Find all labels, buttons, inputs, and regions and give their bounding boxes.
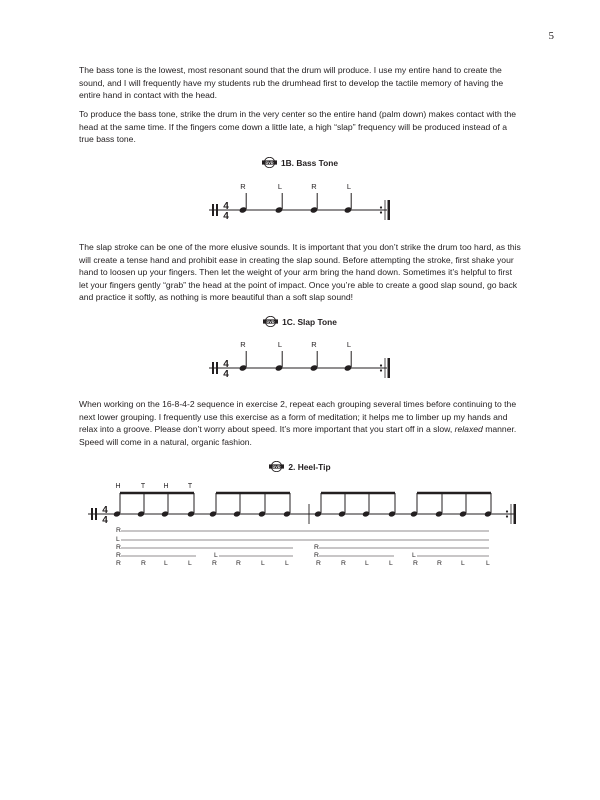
svg-text:L: L xyxy=(214,552,218,559)
hand-annotation xyxy=(141,483,146,490)
svg-text:R: R xyxy=(212,560,217,567)
sticking-row xyxy=(116,544,489,551)
svg-text:H: H xyxy=(115,483,121,490)
time-signature-bottom: 4 xyxy=(223,211,229,222)
svg-text:L: L xyxy=(261,560,265,567)
svg-text:R: R xyxy=(240,340,246,349)
time-signature-bottom: 4 xyxy=(102,515,108,526)
svg-text:L: L xyxy=(412,552,416,559)
svg-text:L: L xyxy=(188,560,192,567)
hand-annotation xyxy=(188,483,193,490)
sticking-row xyxy=(116,560,490,567)
svg-text:R: R xyxy=(116,527,121,534)
svg-text:R: R xyxy=(116,560,121,567)
time-signature-top: 4 xyxy=(223,201,229,212)
svg-text:L: L xyxy=(346,182,352,191)
svg-text:R: R xyxy=(437,560,442,567)
svg-text:R: R xyxy=(236,560,241,567)
svg-text:L: L xyxy=(346,340,352,349)
emphasis-relaxed: relaxed xyxy=(454,424,483,435)
svg-text:R: R xyxy=(314,544,319,551)
svg-text:DVD: DVD xyxy=(272,464,281,469)
svg-text:L: L xyxy=(486,560,490,567)
svg-text:T: T xyxy=(140,483,146,490)
paragraph-bass-technique: To produce the bass tone, strike the drum in the very center so the entire hand (palm down) makes contact with the head at the same time. If the fingers come down a little late, a high “slap” frequency will be produced instead of a true bass tone. xyxy=(79,109,517,145)
svg-text:R: R xyxy=(116,552,121,559)
svg-text:R: R xyxy=(314,552,319,559)
paragraph-text: When working on the 16-8-4-2 sequence in exercise 2, repeat each grouping several times before continuing to the next lower grouping. I frequently use this exercise as a form of meditation; it helps me to limber up my hands and relax into a groove. Please don’t worry about speed. It’s more important that you start off in a slow, xyxy=(79,399,517,435)
svg-text:L: L xyxy=(461,560,465,567)
paragraph-slap-stroke: The slap stroke can be one of the more elusive sounds. It is important that you don’t strike the drum too hard, as this will create a tense hand and prohibit ease in creating the slap sound. Before attempting the stroke, first shake your hand to loosen up your fingers. Then let the weight of your arm bring the hand down. Sometimes it’s helpful to first let your fingers gently “grab” the head at the point of impact. Once you’re able to create a good slap sound, go back and practice it softly, as nothing is more beautiful than a soft slap sound! xyxy=(79,242,521,303)
svg-text:L: L xyxy=(116,536,120,543)
svg-text:R: R xyxy=(311,182,317,191)
time-signature-bottom: 4 xyxy=(223,369,229,380)
example-title: 1B. Bass Tone xyxy=(280,158,339,168)
sticking-row xyxy=(116,527,489,534)
example-title: 2. Heel-Tip xyxy=(288,462,331,472)
svg-text:R: R xyxy=(311,340,317,349)
svg-text:L: L xyxy=(389,560,393,567)
svg-text:L: L xyxy=(277,340,283,349)
svg-text:T: T xyxy=(187,483,193,490)
svg-text:L: L xyxy=(285,560,289,567)
svg-text:R: R xyxy=(316,560,321,567)
svg-text:L: L xyxy=(365,560,369,567)
svg-text:R: R xyxy=(341,560,346,567)
svg-text:DVD: DVD xyxy=(265,160,274,165)
svg-text:R: R xyxy=(240,182,246,191)
time-signature-top: 4 xyxy=(102,505,108,516)
sticking-row xyxy=(116,552,489,559)
svg-text:R: R xyxy=(141,560,146,567)
time-signature-top: 4 xyxy=(223,359,229,370)
paragraph-bass-intro: The bass tone is the lowest, most resonant sound that the drum will produce. I use my entire hand to create the sound, and I will frequently have my students rub the drumhead first to develop the tactile memory of having the entire hand in contact with the head. xyxy=(79,65,504,101)
sticking-row xyxy=(116,536,489,543)
example-title: 1C. Slap Tone xyxy=(282,317,337,327)
paragraph-text: manner. Speed will come in a natural, organic fashion. xyxy=(79,424,517,447)
hand-annotation xyxy=(115,483,120,490)
svg-text:L: L xyxy=(164,560,168,567)
svg-text:R: R xyxy=(116,544,121,551)
page-number: 5 xyxy=(548,30,554,42)
svg-text:L: L xyxy=(277,182,283,191)
svg-text:DVD: DVD xyxy=(266,319,275,324)
hand-annotation xyxy=(163,483,168,490)
svg-text:R: R xyxy=(413,560,418,567)
svg-text:H: H xyxy=(163,483,169,490)
